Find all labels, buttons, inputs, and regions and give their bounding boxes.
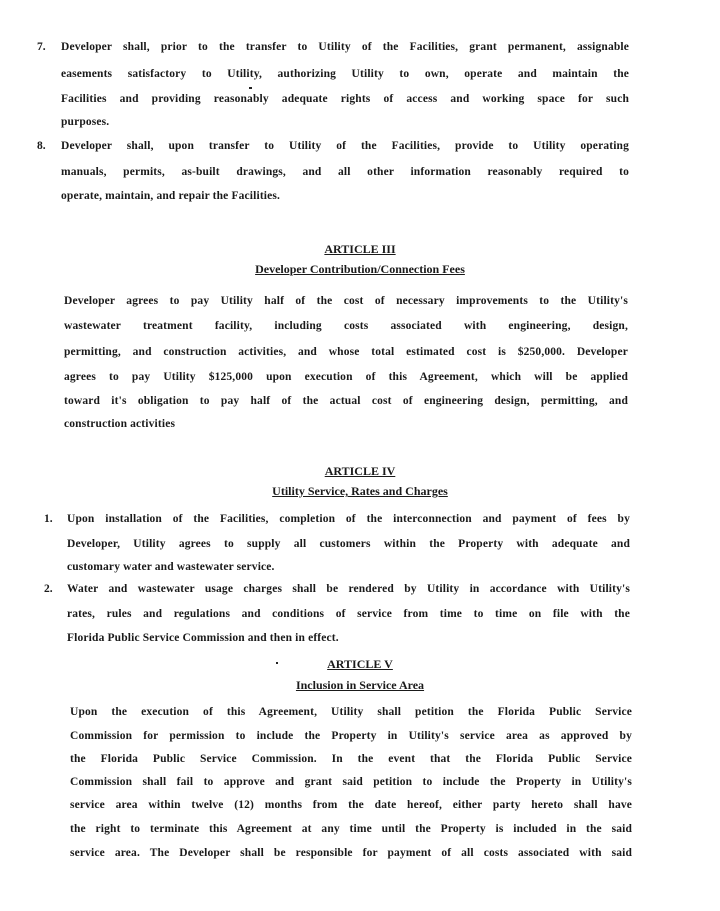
item-number: 7. xyxy=(37,41,46,53)
article-5-line: Upon the execution of this Agreement, Utility shall petition the Florida Public Service xyxy=(70,706,632,718)
article-4-subtitle: Utility Service, Rates and Charges xyxy=(272,484,448,498)
item-8-line: Developer shall, upon transfer to Utility of the Facilities, provide to Utility operating xyxy=(61,140,629,152)
article-5-subtitle: Inclusion in Service Area xyxy=(295,678,425,692)
article-3-line: permitting, and construction activities, and whose total estimated cost is $250,000. Developer xyxy=(64,346,628,358)
article-3-line: toward it's obligation to pay half of the actual cost of engineering design, permitting, and xyxy=(64,395,628,407)
item-7-line: Facilities and providing reasonably adequate rights of access and working space for such xyxy=(61,93,629,105)
article-5-line: the Florida Public Service Commission. In the event that the Florida Public Service xyxy=(70,753,632,765)
item-7-line: easements satisfactory to Utility, authorizing Utility to own, operate and maintain the xyxy=(61,68,629,80)
article-5-line: the right to terminate this Agreement at any time until the Property is included in the said xyxy=(70,823,632,835)
article-4-item-1-line: Upon installation of the Facilities, completion of the interconnection and payment of fees by xyxy=(67,513,630,525)
article-4-title: ARTICLE IV xyxy=(324,464,396,478)
item-number: 8. xyxy=(37,140,46,152)
article-4-item-1-line: customary water and wastewater service. xyxy=(67,561,275,573)
article-3-line: agrees to pay Utility $125,000 upon execution of this Agreement, which will be applied xyxy=(64,371,628,383)
article-4-item-1-line: Developer, Utility agrees to supply all customers within the Property with adequate and xyxy=(67,538,630,550)
item-number: 1. xyxy=(44,513,53,525)
article-4-item-2-line: Water and wastewater usage charges shall be rendered by Utility in accordance with Utility's xyxy=(67,583,630,595)
article-4-item-2-line: Florida Public Service Commission and then in effect. xyxy=(67,632,339,644)
article-5-line: service area. The Developer shall be responsible for payment of all costs associated with said xyxy=(70,847,632,859)
item-7-line: purposes. xyxy=(61,116,110,128)
article-5-title: ARTICLE V xyxy=(327,657,393,671)
item-number: 2. xyxy=(44,583,53,595)
article-3-title: ARTICLE III xyxy=(324,242,396,256)
article-4-item-2-line: rates, rules and regulations and conditions of service from time to time on file with the xyxy=(67,608,630,620)
article-3-subtitle: Developer Contribution/Connection Fees xyxy=(255,262,465,276)
item-7-line: Developer shall, prior to the transfer to Utility of the Facilities, grant permanent, assignable xyxy=(61,41,629,53)
scan-speck xyxy=(249,87,252,89)
article-5-line: Commission for permission to include the Property in Utility's service area as approved by xyxy=(70,730,632,742)
article-5-line: Commission shall fail to approve and grant said petition to include the Property in Utility's xyxy=(70,776,632,788)
article-5-line: service area within twelve (12) months from the date hereof, either party hereto shall have xyxy=(70,799,632,811)
item-8-line: operate, maintain, and repair the Facilities. xyxy=(61,190,281,202)
article-3-line: wastewater treatment facility, including costs associated with engineering, design, xyxy=(64,320,628,332)
article-3-line: Developer agrees to pay Utility half of the cost of necessary improvements to the Utility's xyxy=(64,295,628,307)
item-8-line: manuals, permits, as-built drawings, and all other information reasonably required to xyxy=(61,166,629,178)
article-3-line: construction activities xyxy=(64,418,176,430)
